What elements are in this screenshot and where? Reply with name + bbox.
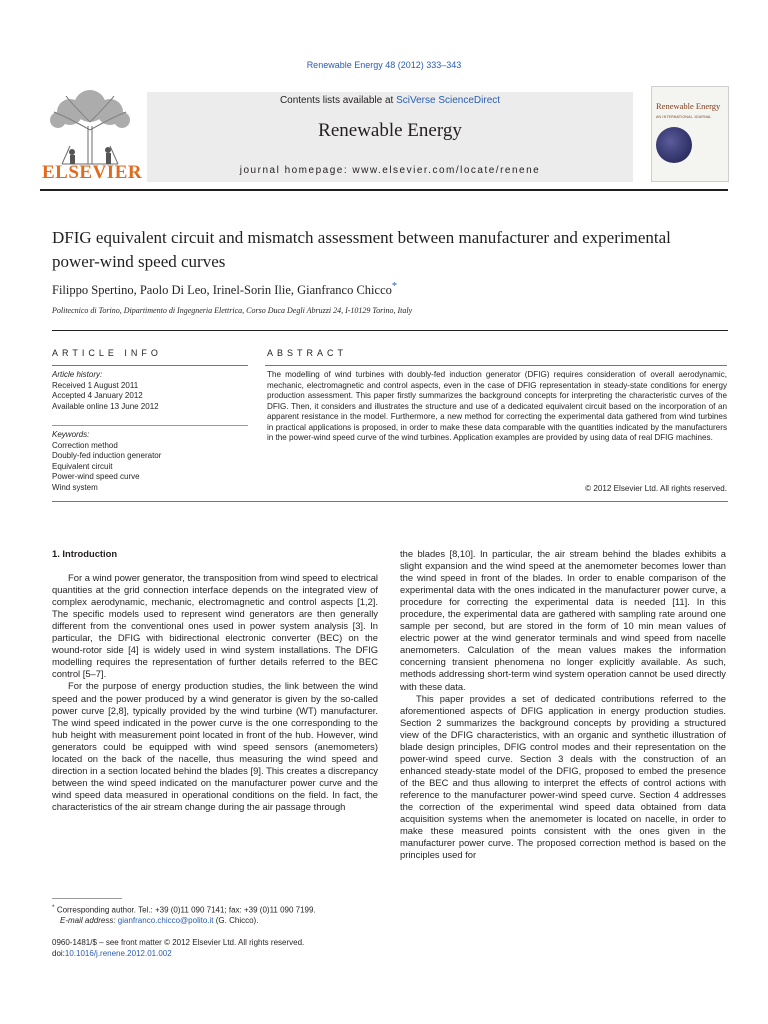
affiliation-divider bbox=[52, 330, 728, 331]
elsevier-logo bbox=[40, 86, 143, 186]
abstract-heading: ABSTRACT bbox=[267, 348, 348, 358]
abstract-text: The modelling of wind turbines with doubly-fed induction generator (DFIG) requires consideration of overall aerodynamic, mechanic, electromagnetic and control aspects, even in the case of DFIG representation in steady-state conditions for energy production assessment. This paper firstly summarizes the background concepts for interpreting the characteristic curves of the DFIG. Then, it considers and illustrates the structure and use of a dedicated equivalent circuit based on the incorporation of an apparent resistance in the model. Furthermore, a new method for correcting the experimental data gathered from wind turbines in practical applications is proposed, in order to make these data comparable with the quantities indicated by the manufacturers in the power-wind speed curve of the wind turbines. Application examples are provided by using data of real DFIG machines. bbox=[267, 370, 727, 442]
keyword-item: Correction method bbox=[52, 440, 118, 450]
footnote bbox=[52, 903, 378, 927]
journal-reference[interactable]: Renewable Energy 48 (2012) 333–343 bbox=[306, 60, 462, 70]
email-link[interactable]: gianfranco.chicco@polito.it bbox=[117, 916, 214, 926]
article-history bbox=[52, 370, 248, 412]
journal-cover-thumbnail[interactable] bbox=[651, 86, 729, 182]
publisher-name: ELSEVIER bbox=[42, 162, 143, 183]
body-paragraph: For the purpose of energy production studies, the link between the wind speed and the power produced by a wind generator is given by the so-called power curve [2,8], typically provided by the wind turbine (WT) manufacturer. The wind speed indicated in the power curve is the one corresponding to the hub height with measurement point located in front of the hub. However, wind generators could be equipped with wind speed sensors (anemometers) located on the back of the nacelle, thus measuring the wind speed and direction in a section located behind the blades [9]. This creates a discrepancy between the wind speed indicated on the manufacturer power curve and the wind speed data measured in operational conditions on the field. In fact, the characteristics of the air stream change during the air passage through bbox=[52, 680, 378, 812]
issn-block bbox=[52, 938, 378, 959]
history-divider bbox=[52, 425, 248, 426]
doi-link[interactable]: 10.1016/j.renene.2012.01.002 bbox=[64, 948, 172, 958]
tree-icon bbox=[40, 86, 140, 166]
body-column-right bbox=[400, 548, 726, 861]
journal-homepage[interactable]: journal homepage: www.elsevier.com/locate/renene bbox=[239, 165, 541, 176]
corresponding-author-mark[interactable]: * bbox=[391, 281, 398, 292]
abstract-bottom-divider bbox=[52, 501, 728, 502]
contents-line bbox=[147, 95, 633, 106]
affiliation: Politecnico di Torino, Dipartimento di Ingegneria Elettrica, Corso Duca Degli Abruzzi 24, I-10129 Torino, Italy bbox=[52, 306, 413, 315]
abstract-copyright: © 2012 Elsevier Ltd. All rights reserved. bbox=[585, 484, 727, 493]
history-label: Article history: bbox=[52, 370, 103, 379]
correspondence-line: Corresponding author. Tel.: +39 (0)11 090 7141; fax: +39 (0)11 090 7199. bbox=[56, 905, 316, 915]
cover-emblem-icon bbox=[656, 127, 692, 163]
cover-title: Renewable Energy bbox=[656, 101, 721, 111]
authors bbox=[52, 281, 712, 298]
keywords-label: Keywords: bbox=[52, 430, 90, 439]
email-label: E-mail address: bbox=[60, 916, 118, 926]
keyword-item: Equivalent circuit bbox=[52, 461, 113, 471]
article-info-divider bbox=[52, 365, 248, 366]
keyword-item: Doubly-fed induction generator bbox=[52, 451, 162, 460]
body-paragraph: This paper provides a set of dedicated contributions referred to the aforementioned aspects of DFIG application in energy production studies. Section 2 summarizes the background concepts by providing a structured view of the DFIG characteristics, with an organic and synthetic illustration of blade design principles, DFIG control modes and their representation on the power-wind speed curve. Section 3 deals with the construction of an enhanced steady-state model of the DFIG, proposed to embed the presence of the BEC and thus allowing to interpret the effects of control actions with reference to the manufacturer power-wind speed curve. Section 4 addresses the correction of the experimental wind speed data obtained from data acquisition systems when the anemometer is located on nacelle, in order to make these measured points consistent with the ones given in the manufacturer power curve. The proposed correction method is based on the principles used for bbox=[400, 692, 726, 861]
contents-prefix: Contents lists available at bbox=[279, 95, 397, 106]
section-heading: 1. Introduction bbox=[52, 548, 118, 559]
keywords bbox=[52, 430, 248, 493]
author-list: Filippo Spertino, Paolo Di Leo, Irinel-Sorin Ilie, Gianfranco Chicco bbox=[52, 283, 392, 298]
keyword-item: Power-wind speed curve bbox=[52, 472, 140, 481]
keyword-item: Wind system bbox=[52, 482, 98, 492]
email-suffix: (G. Chicco). bbox=[213, 916, 259, 926]
cover-subtitle: AN INTERNATIONAL JOURNAL bbox=[656, 115, 712, 119]
history-received: Received 1 August 2011 bbox=[52, 380, 139, 390]
footnote-divider bbox=[52, 898, 122, 899]
sciencedirect-link[interactable]: SciVerse ScienceDirect bbox=[396, 95, 501, 106]
article-info-heading: ARTICLE INFO bbox=[52, 348, 162, 358]
doi-prefix: doi: bbox=[52, 948, 65, 958]
issn-line: 0960-1481/$ – see front matter © 2012 Elsevier Ltd. All rights reserved. bbox=[52, 938, 305, 947]
body-column-left bbox=[52, 548, 378, 813]
journal-title[interactable]: Renewable Energy bbox=[318, 120, 462, 141]
body-paragraph: For a wind power generator, the transposition from wind speed to electrical quantities at the grid connection interface depends on the integrated view of complex aerodynamic, mechanic, electromagnetic and control aspects [1,2]. The specific models used to represent wind generators are then generally different from the conventional ones used in power system analysis [3]. In particular, the DFIG with bidirectional electronic converter (BEC) on the wound-rotor side [4] is widely used in wind system installations. The DFIG modelling requires the representation of further details referred to the BEC control [5–7]. bbox=[52, 572, 378, 680]
article-title: DFIG equivalent circuit and mismatch assessment between manufacturer and experimental power-wind speed curves bbox=[52, 228, 671, 271]
history-accepted: Accepted 4 January 2012 bbox=[52, 391, 143, 400]
footnote-mark: * bbox=[52, 904, 55, 911]
header-divider bbox=[40, 189, 728, 191]
history-online: Available online 13 June 2012 bbox=[52, 401, 159, 411]
abstract-divider bbox=[265, 365, 727, 366]
body-paragraph: the blades [8,10]. In particular, the air stream behind the blades exhibits a slight expansion and the wind speed at the anemometer becomes lower than the wind speed in front of the blades. In order to enable comparison of the experimental data with the ones indicated in the manufacturer power curve, a procedure for correcting the experimental data is needed [11]. In this procedure, the experimental data are gathered with sampling rate around one sample per second, but are stored in the form of 10 min mean values of electric power at the wind generator terminals and wind speed from nacelle anemometers. Calculation of the mean values makes the information concerning transient phenomena no longer explicitly available. As such, methods addressing short-term wind system operation cannot be used directly with these data. bbox=[400, 548, 726, 692]
